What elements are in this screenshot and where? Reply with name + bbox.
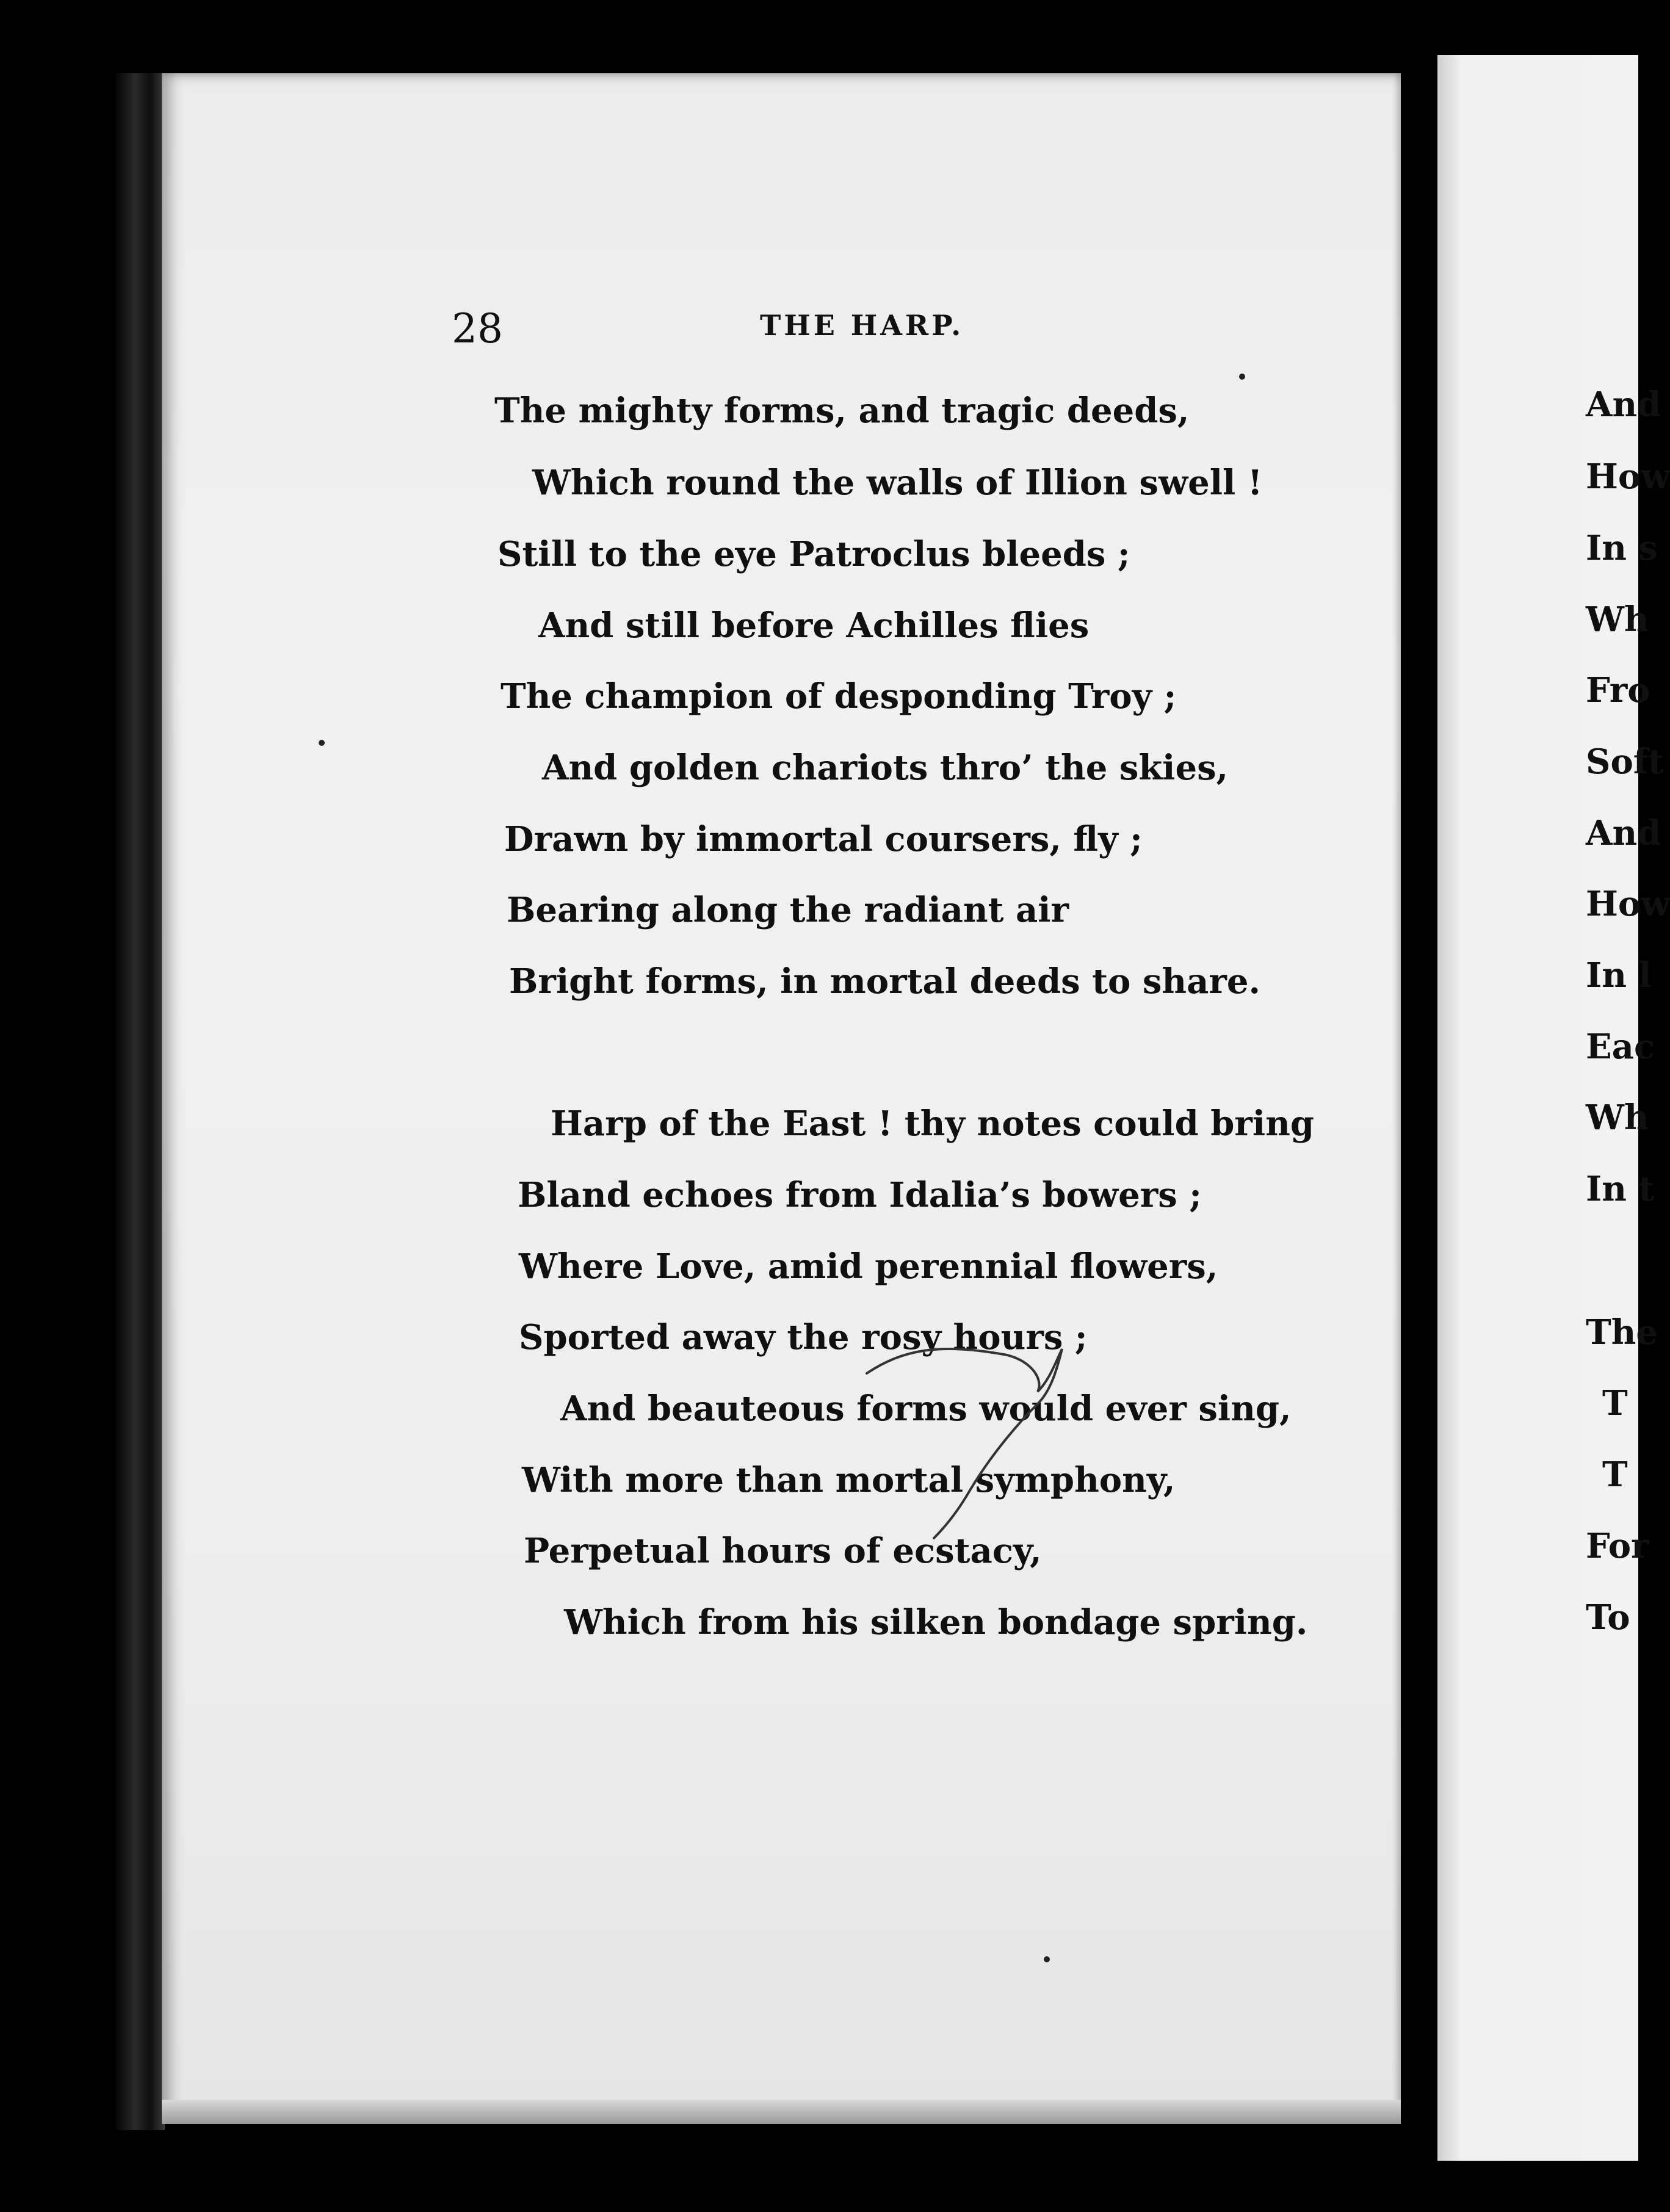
right-line-fragment: Fro <box>1586 670 1650 710</box>
page-number: 28 <box>452 305 503 352</box>
verse-line: Bland echoes from Idalia’s bowers ; <box>518 1175 1202 1215</box>
right-line-fragment: In t <box>1586 1169 1655 1209</box>
verse-line: And golden chariots thro’ the skies, <box>542 748 1229 788</box>
ink-speck <box>1044 1956 1050 1962</box>
verse-line: Bright forms, in mortal deeds to share. <box>509 961 1261 1002</box>
ink-speck <box>1239 374 1245 380</box>
right-line-fragment: T <box>1602 1383 1628 1423</box>
right-line-fragment: Soft <box>1586 742 1664 782</box>
right-line-fragment: And <box>1586 813 1661 853</box>
verse-line: Where Love, amid perennial flowers, <box>519 1246 1218 1287</box>
right-line-fragment: And <box>1586 385 1661 425</box>
verse-line: Perpetual hours of ecstacy, <box>524 1531 1042 1571</box>
page-header <box>0 305 1638 352</box>
verse-line: Sported away the rosy hours ; <box>519 1317 1088 1357</box>
page-edge <box>162 2100 1401 2124</box>
right-line-fragment: Wh <box>1586 1097 1649 1138</box>
right-line-fragment: To <box>1586 1597 1630 1638</box>
right-line-fragment: T <box>1602 1455 1628 1495</box>
right-line-fragment: How <box>1586 884 1670 924</box>
pencil-scribble <box>855 1337 1074 1544</box>
verse-line: The champion of desponding Troy ; <box>501 676 1177 717</box>
verse-line: Harp of the East ! thy notes could bring <box>551 1104 1315 1144</box>
right-line-fragment: How <box>1586 457 1670 497</box>
right-line-fragment: In s <box>1586 528 1658 568</box>
verse-line: Which from his silken bondage spring. <box>564 1602 1308 1643</box>
verse-line: Still to the eye Patroclus bleeds ; <box>497 534 1130 574</box>
verse-line: And beauteous forms would ever sing, <box>560 1389 1292 1429</box>
verse-line: Drawn by immortal coursers, fly ; <box>504 819 1143 859</box>
verse-line: Which round the walls of Illion swell ! <box>532 463 1263 503</box>
left-page <box>162 73 1401 2124</box>
ink-speck <box>319 740 325 746</box>
right-line-fragment: Wh <box>1586 599 1649 640</box>
right-line-fragment: The <box>1586 1312 1658 1353</box>
right-line-fragment: For <box>1586 1526 1649 1566</box>
verse-line: Bearing along the radiant air <box>507 890 1069 930</box>
verse-line: With more than mortal symphony, <box>522 1460 1176 1500</box>
verse-line: The mighty forms, and tragic deeds, <box>494 391 1190 431</box>
verse-line: And still before Achilles flies <box>538 605 1090 646</box>
right-line-fragment: Eac <box>1586 1027 1655 1067</box>
book-spine <box>116 73 165 2130</box>
running-title: THE HARP. <box>760 309 964 342</box>
right-line-fragment: In l <box>1586 955 1652 996</box>
